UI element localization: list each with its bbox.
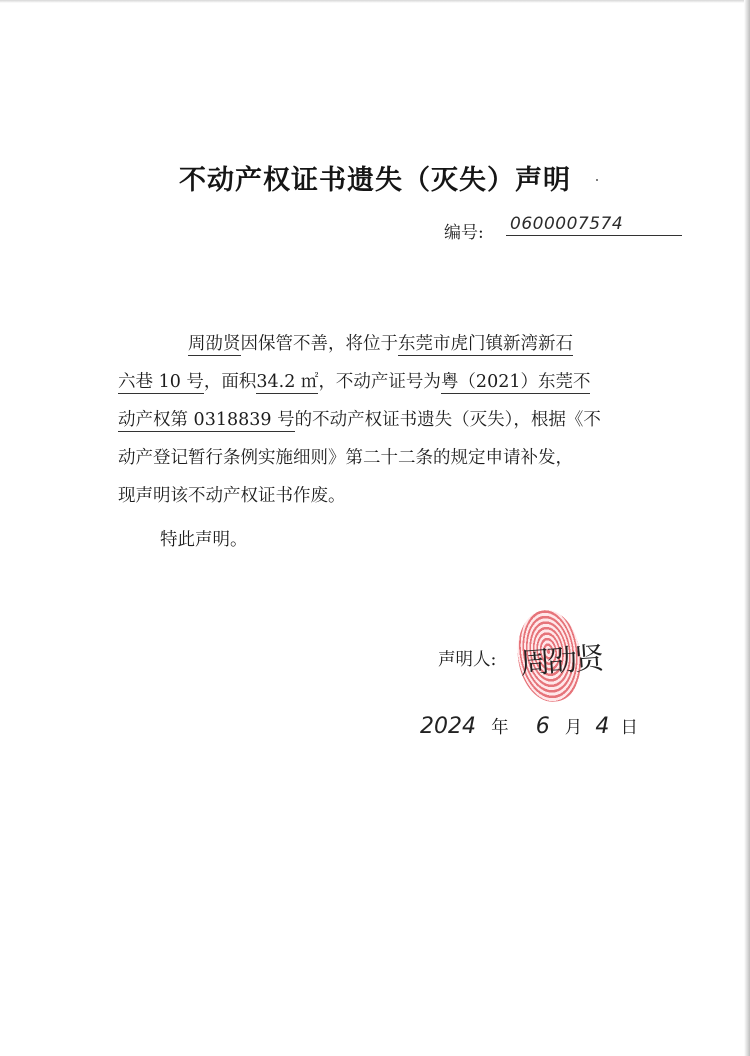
date-day-unit: 日 [620, 718, 638, 738]
filled-field-text: 六巷 10 号 [118, 372, 204, 392]
body-text-segment: ，面积 [203, 372, 257, 392]
date-day: 4 [595, 714, 610, 739]
body-text-segment: 因保管不善，将位于 [240, 334, 398, 354]
body-text-segment: 的不动产权证书遗失（灭失），根据《不 [294, 410, 601, 430]
number-value-handwritten: 0600007574 [506, 214, 682, 236]
statement-body [118, 325, 648, 515]
body-line [118, 439, 648, 477]
body-line [118, 401, 648, 439]
closing-text: 特此声明。 [160, 530, 248, 550]
date-year-unit: 年 [491, 718, 509, 738]
date-row [420, 714, 638, 750]
date-month: 6 [535, 714, 550, 739]
filled-field-text: 动产权第 0318839 号 [118, 410, 295, 430]
filled-field-text: 东莞市虎门镇新湾新石 [398, 334, 573, 354]
body-line [118, 325, 648, 363]
stray-mark [596, 179, 598, 181]
body-text-segment: 动产登记暂行条例实施细则》第二十二条的规定申请补发， [118, 448, 573, 468]
date-month-unit: 月 [564, 718, 583, 738]
filled-field-text: 34.2 ㎡ [256, 372, 319, 392]
body-text-segment: ，不动产证号为 [318, 372, 441, 392]
body-text-segment: 现声明该不动产权证书作废。 [118, 486, 346, 506]
document-title: 不动产权证书遗失（灭失）声明 [179, 165, 571, 196]
signer-block [438, 638, 658, 698]
filled-field-text: 粤（2021）东莞不 [440, 372, 591, 392]
filled-field-text: 周劭贤 [188, 334, 241, 354]
scan-edge-top [0, 0, 750, 3]
date-year: 2024 [420, 714, 476, 739]
signer-label: 声明人: [438, 650, 497, 670]
body-line [118, 477, 648, 515]
body-line [118, 363, 648, 401]
number-label: 编号: [444, 223, 484, 243]
handwritten-signature: 周劭贤 [519, 641, 603, 682]
